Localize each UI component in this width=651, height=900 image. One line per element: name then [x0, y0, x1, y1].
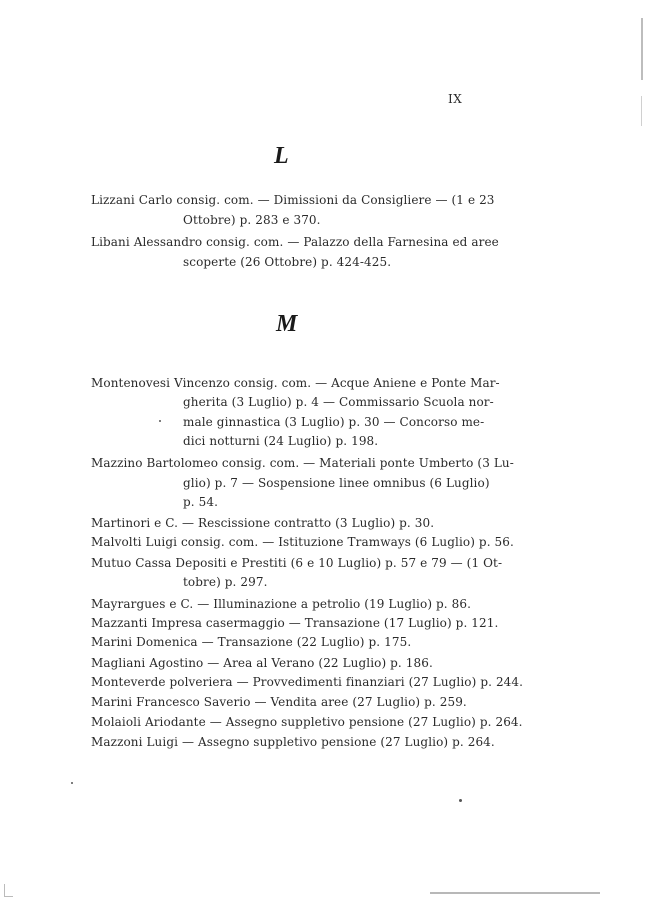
entry-martinori: Martinori e C. — Rescissione contratto (3 Luglio) p. 30. — [91, 516, 435, 530]
scan-edge-mark-lower — [641, 96, 642, 126]
entry-mutuo-line-1: Mutuo Cassa Depositi e Prestiti (6 e 10 Luglio) p. 57 e 79 — (1 Ot- — [91, 556, 503, 570]
section-heading-m: M — [276, 311, 298, 337]
entry-mazzino-line-1: Mazzino Bartolomeo consig. com. — Materiali ponte Umberto (3 Lu- — [91, 456, 514, 470]
entry-magliani: Magliani Agostino — Area al Verano (22 Luglio) p. 186. — [91, 656, 433, 670]
entry-marini-domenica: Marini Domenica — Transazione (22 Luglio) p. 175. — [91, 635, 412, 649]
entry-montenovesi-line-1: Montenovesi Vincenzo consig. com. — Acque Aniene e Ponte Mar- — [91, 376, 500, 390]
entry-mazzino-line-3: p. 54. — [183, 495, 218, 509]
entry-lizzani-line-2: Ottobre) p. 283 e 370. — [183, 213, 321, 227]
scan-corner-mark — [4, 884, 13, 897]
entry-montenovesi-line-3: male ginnastica (3 Luglio) p. 30 — Concorso me- — [183, 415, 485, 429]
entry-molaioli: Molaioli Ariodante — Assegno suppletivo pensione (27 Luglio) p. 264. — [91, 715, 523, 729]
entry-mazzoni: Mazzoni Luigi — Assegno suppletivo pensione (27 Luglio) p. 264. — [91, 735, 495, 749]
entry-mutuo-line-2: tobre) p. 297. — [183, 575, 268, 589]
entry-mazzanti: Mazzanti Impresa casermaggio — Transazione (17 Luglio) p. 121. — [91, 616, 499, 630]
entry-marini-francesco: Marini Francesco Saverio — Vendita aree (27 Luglio) p. 259. — [91, 695, 467, 709]
scan-speck — [459, 799, 462, 802]
entry-mazzino-line-2: glio) p. 7 — Sospensione linee omnibus (6 Luglio) — [183, 476, 490, 490]
scan-speck — [159, 420, 161, 422]
scan-speck — [71, 782, 73, 784]
entry-montenovesi-line-4: dici notturni (24 Luglio) p. 198. — [183, 434, 379, 448]
entry-libani-line-2: scoperte (26 Ottobre) p. 424-425. — [183, 255, 392, 269]
entry-monteverde: Monteverde polveriera — Provvedimenti finanziari (27 Luglio) p. 244. — [91, 675, 524, 689]
entry-malvolti: Malvolti Luigi consig. com. — Istituzione Tramways (6 Luglio) p. 56. — [91, 535, 514, 549]
entry-montenovesi-line-2: gherita (3 Luglio) p. 4 — Commissario Scuola nor- — [183, 395, 494, 409]
entry-mayrargues: Mayrargues e C. — Illuminazione a petrolio (19 Luglio) p. 86. — [91, 597, 472, 611]
scan-bottom-smudge — [430, 892, 600, 894]
page-number: IX — [448, 92, 463, 106]
scan-edge-mark — [641, 18, 643, 80]
section-heading-l: L — [274, 143, 289, 169]
entry-lizzani-line-1: Lizzani Carlo consig. com. — Dimissioni da Consigliere — (1 e 23 — [91, 193, 495, 207]
entry-libani-line-1: Libani Alessandro consig. com. — Palazzo della Farnesina ed aree — [91, 235, 499, 249]
